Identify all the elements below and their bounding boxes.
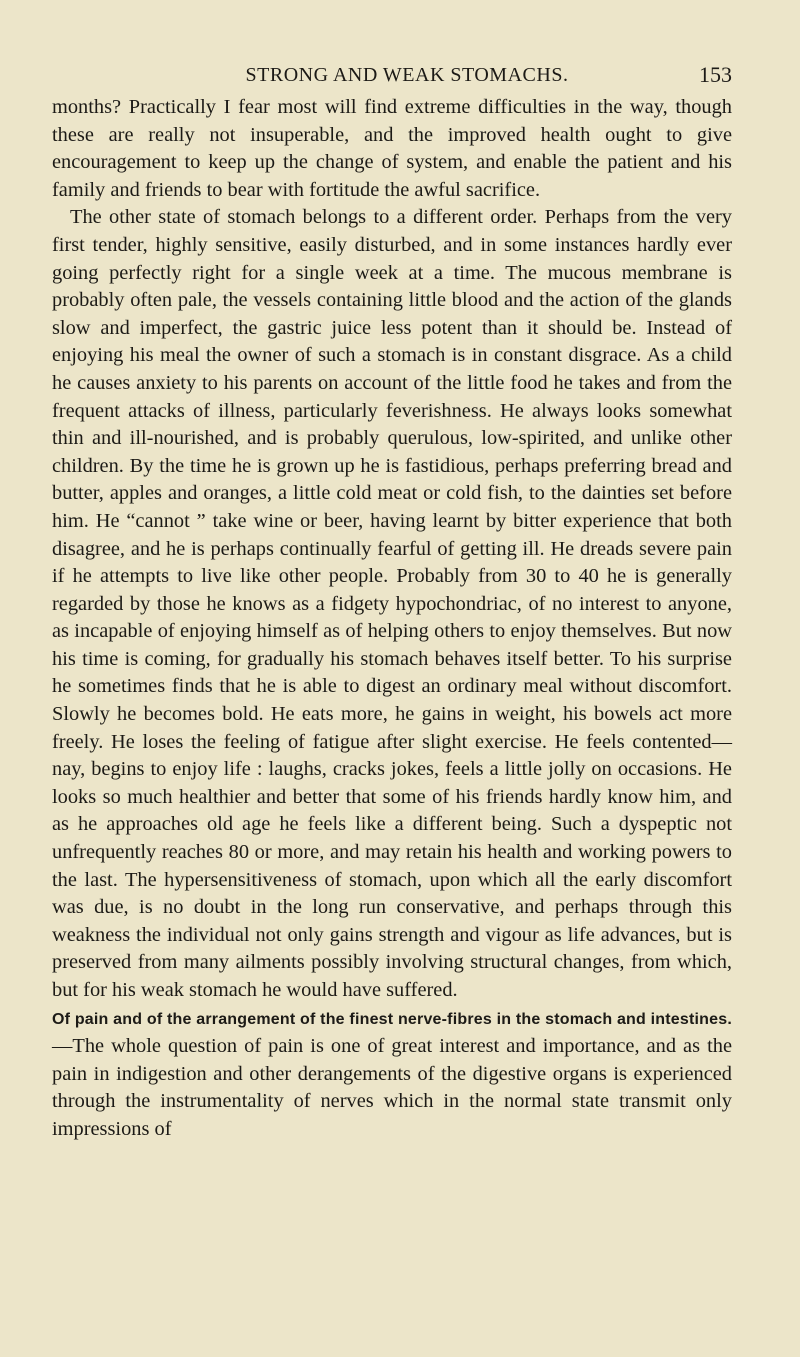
section-heading: Of pain and of the arrangement of the finest nerve-fibres in the stomach and intestines.	[52, 1010, 732, 1028]
page-number: 153	[699, 62, 732, 87]
page-header	[52, 54, 732, 94]
body-text	[52, 94, 732, 1144]
section-paragraph	[52, 1005, 732, 1144]
paragraph-weak-stomach: The other state of stomach belongs to a different order. Perhaps from the very first tender, highly sensitive, easily disturbed, and in some instances hardly ever going perfectly right for a single week at a time. The mucous membrane is probably often pale, the vessels containing little blood and the action of the glands slow and imperfect, the gastric juice less potent than it should be. Instead of enjoying his meal the owner of such a stomach is in constant disgrace. As a child he causes anxiety to his parents on account of the little food he takes and from the frequent attacks of illness, particularly feverishness. He always looks somewhat thin and ill-nourished, and is probably querulous, low-spirited, and unlike other children. By the time he is grown up he is fastidious, perhaps preferring bread and butter, apples and oranges, a little cold meat or cold fish, to the dainties set before him. He “cannot ” take wine or beer, having learnt by bitter experience that both disagree, and he is perhaps continually fearful of getting ill. He dreads severe pain if he attempts to live like other people. Probably from 30 to 40 he is generally regarded by those he knows as a fidgety hypochondriac, of no interest to anyone, as incapable of enjoying himself as of helping others to enjoy themselves. But now his time is coming, for gradually his stomach behaves itself better. To his surprise he sometimes finds that he is able to digest an ordinary meal without discomfort. Slowly he becomes bold. He eats more, he gains in weight, his bowels act more freely. He loses the feeling of fatigue after slight exercise. He feels contented—nay, begins to enjoy life : laughs, cracks jokes, feels a little jolly on occasions. He looks so much healthier and better that some of his friends hardly know him, and as he approaches old age he feels like a different being. Such a dyspeptic not unfrequently reaches 80 or more, and may retain his health and working powers to the last. The hypersensitiveness of stomach, upon which all the early discomfort was due, is no doubt in the long run conservative, and perhaps through this weakness the individual not only gains strength and vigour as life advances, but is preserved from many ailments possibly involving structural changes, from which, but for his weak stomach he would have suffered.	[52, 206, 732, 1001]
section-text: —The whole question of pain is one of great interest and importance, and as the pain in indigestion and other derangements of the digestive organs is experienced through the instrumentality of nerves which in the normal state transmit only impressions of	[52, 1035, 732, 1140]
paragraph-continued: months? Practically I fear most will find extreme difficulties in the way, though these are really not insuperable, and the improved health ought to give encouragement to keep up the change of system, and enable the patient and his family and friends to bear with fortitude the awful sacrifice.	[52, 96, 732, 201]
running-title: STRONG AND WEAK STOMACHS.	[245, 64, 569, 86]
